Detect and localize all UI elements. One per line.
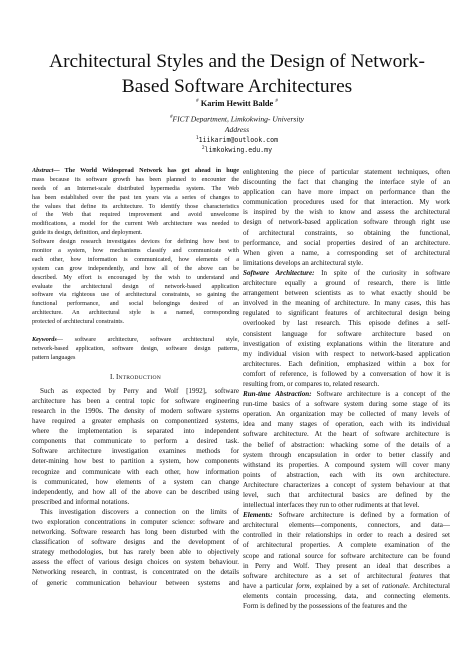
body-line: idea and many stages of operation, each with its individual [243,420,450,429]
intro-line: Software architecture investigation examines methods for [32,447,239,456]
keywords-line: pattern languages [32,353,76,361]
intro-line: have required a greater emphasis on componentized systems, [32,417,239,426]
body-line: withstand its properties. A compound system will cover many [243,460,450,469]
intro-line: components that communicate to perform a desired task. [32,437,239,446]
abstract-line: mass because its software growth has been planned to encounter the [32,175,239,183]
keywords-line: network-based application, software design, software design patterns, [32,344,239,352]
body-line: Architecture characterizes a concept of system behaviour at that [243,480,450,489]
title-line-2: Based Software Architectures [121,76,353,97]
abstract [32,167,239,327]
body-line: Software Architecture: In spite of the curiosity in software [243,268,450,277]
body-line: discounting the fact that changing the interface style of an [243,178,450,187]
abstract-line: system can grow independently, and how all of the above can be [32,264,239,272]
author-name: Karim Hewitt Balde [200,99,274,108]
body-line: of architectural properties. A complete examination of the [243,541,450,550]
body-line: software architecture as a set of architectural features that [243,571,450,580]
abstract-line: the values that define its architecture. To identify those characteristics [32,202,239,210]
author-sup-b: # [275,99,278,105]
term-runtime-abstraction: Run-time Abstraction: [243,390,312,399]
body-line: is inspired by the wish to know and assess the architectural [243,208,450,217]
abstract-line: monitor a system, how mechanisms classify and communicate with [32,247,239,255]
affiliation [0,113,474,135]
body-line: involved in the meaning of architecture. In many cases, this has [243,299,450,308]
body-line: architectural elements—components, connectors, and data— [243,521,450,530]
abstract-line: functional performance, and social belongings desired of an [32,300,239,308]
keywords-line: Keywords— software architecture, software architectural style, [32,336,239,344]
body-line: arrangement between scientists as to what exactly should be [243,289,450,298]
body-line: overlooked by last research. This episode defines a self- [243,319,450,328]
abstract-line: software via righteous use of architectural constraints, so gaining the [32,291,239,299]
software-architecture-paragraph [243,268,450,389]
abstract-line: Abstract— The World Widespread Network has get ahead in huge [32,167,239,174]
abstract-line: protected of architectural constraints. [32,318,125,326]
body-line: scope and rational source for software architecture can be found [243,551,450,560]
email-1-address[interactable]: 1iikarim@outlook.com [198,136,279,145]
intro-paragraph-1 [32,386,239,507]
intro-continuation [243,167,450,268]
email-2-sup: 2 [201,146,205,151]
body-line: investigation of existing explanations within the literature and [243,339,450,348]
body-line: have a particular form, explained by a set of rationale. Architectural [243,581,450,590]
intro-line: classification of software designs and the development of [32,538,239,547]
body-line: communication procedures used for that interaction. My work [243,198,450,207]
intro-line: deter-mining how best to partition a system, how components [32,457,239,466]
author [0,99,474,108]
intro-line: independently, and how all of the above can be described using [32,487,239,496]
intro-line: Such as expected by Perry and Wolf [1992], software [40,386,239,395]
intro-line: research in the 1990s. The density of modern software systems [32,406,239,415]
term-software-architecture: Software Architecture: [243,268,315,277]
body-line: the belief of abstraction: whacking some of the details of a [243,440,450,449]
intro-line: where the implementation is separated into independent [32,427,239,436]
body-line: Elements: Software architecture is defined by a formation of [243,511,450,520]
author-sup-a: # [196,99,199,105]
intro-line: This investigation discovers a connection on the limits of [40,507,239,516]
body-line: comfort of reference, is followed by a conversation of how it is [243,369,450,378]
affiliation-sup: # [170,115,173,120]
runtime-abstraction-paragraph [243,389,450,510]
intro-line: prescribed and informal notations. [32,497,130,506]
abstract-line: modifications, a model for the current Web architecture was needed to [32,220,239,228]
body-line: enlightening the piece of particular statement techniques, often [243,168,450,176]
body-line: architectures. Each definition, emphasized within a box for [243,359,450,368]
intro-line: architecture has been a central topic for software engineering [32,396,239,405]
right-column [243,167,450,611]
abstract-line: guide its design, definition, and deployment. [32,229,143,237]
body-line: elements contain processing, data, and connecting elements. [243,591,450,600]
keywords-label: Keywords [32,336,57,344]
body-line: controlled in their relationships in order to reach a desired set [243,531,450,540]
body-line: of architectural constraints, so obtaining the functional, [243,228,450,237]
body-line: my individual vision with respect to network-based application [243,349,450,358]
body-line: regulated to significant features of architectural design being [243,309,450,318]
keywords [32,336,239,363]
elements-paragraph [243,510,450,611]
body-line: points of abstraction, each with its own architecture. [243,470,450,479]
intro-paragraph-2 [32,507,239,588]
abstract-line: described. My effort is encouraged by the wish to understand and [32,273,239,281]
term-elements: Elements: [243,511,273,520]
body-line: level, such that architectural basics are defined by the [243,491,450,499]
body-line: limitations develops an architectural style. [243,258,363,267]
intro-line: is communicated, how elements of a system can change [32,477,239,486]
body-line: system through encapsulation in order to better classify and [243,450,450,459]
body-line: software architecture. At the heart of software architecture is [243,430,450,439]
title-line-1: Architectural Styles and the Design of Network- [49,51,425,72]
section-heading-introduction: I. INTRODUCTION [110,372,161,381]
intro-line: Networking research, in contrast, is concentrated on the details [32,568,239,577]
intro-line: networking. Software research has long been disturbed with the [32,528,239,537]
intro-line: recognize and communicate with each other, how information [32,467,239,476]
body-line: in Perry and Wolf. They present an ideal that describes a [243,561,450,570]
affiliation-line-1: FICT Department, Limkokwing- University [172,114,304,124]
body-line: When given a name, a corresponding set of architectural [243,248,450,257]
email-1-sup: 1 [195,136,199,141]
body-line: performance, and social properties desired of an architecture. [243,238,450,247]
intro-line: two exploration concentrations in computer science: software and [32,518,239,527]
abstract-line: needs of an Internet-scale distributed hypermedia system. The Web [32,184,239,192]
email-2[interactable] [0,146,474,154]
abstract-line: each other, how information is communicated, how elements of a [32,255,239,263]
left-column [32,167,239,588]
body-line: design of network-based application software through right use [243,218,450,227]
abstract-label: Abstract [32,167,54,174]
body-line: Run-time Abstraction: Software architecture is a concept of the [243,390,450,399]
body-line: intellectual interfaces they run to other rudiments at that level. [243,501,420,510]
intro-line: assess the effect of various design choices on system behaviour. [32,558,239,567]
body-line: consistent language for software architecture based on [243,329,450,338]
affiliation-line-2: Address [224,124,250,134]
body-line: operation. An organization may be collected of many levels of [243,410,450,419]
intro-line: of generic communication behaviour between systems and [32,578,239,587]
paper-title [20,49,454,99]
body-line: application can have more impact on performance than the [243,188,450,197]
body-line: run-time basics of a software system during some stage of its [243,400,450,409]
abstract-line: Software design research investigates devices for defining how best to [32,238,239,246]
email-2-address[interactable]: limkokwing.edu.my [204,146,273,155]
email-1[interactable] [0,136,474,144]
body-line: Form is defined by the possessions of the features and the [243,602,407,611]
abstract-line: evaluate the architectural design of network-based application [32,282,239,290]
abstract-line: has been established over the past ten years via a series of changes to [32,193,239,201]
body-line: resulting from, or compares to, related research. [243,379,380,388]
abstract-line: of the Web that required improvement and avoid unwelcome [32,211,239,219]
intro-line: strategy methodologies, but has rarely been able to objectively [32,548,239,557]
abstract-line: architecture. An architectural style is a named, corresponding [32,309,239,317]
body-line: architecture equally a ground of research, there is little [243,279,450,288]
